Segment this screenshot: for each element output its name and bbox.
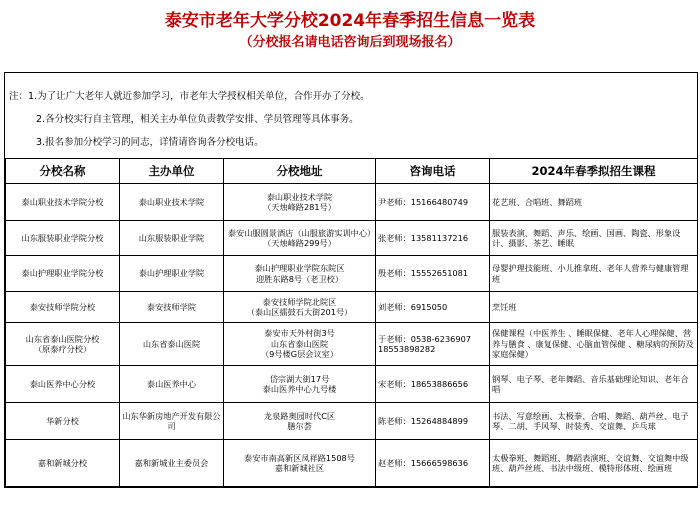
cell-host: 山东华新房地产开发有限公司	[120, 403, 224, 440]
note-2: 2.各分校实行自主管理，相关主办单位负责教学安排、学员管理等具体事务。	[36, 114, 359, 125]
cell-courses: 花艺班、合唱班、舞蹈班	[490, 184, 698, 221]
cell-phone: 张老师：13581137216	[376, 221, 490, 256]
cell-courses: 烹饪班	[490, 292, 698, 323]
table-header-row	[6, 159, 698, 184]
cell-branch-name: 山东省泰山医院分校 （原泰疗分校）	[6, 323, 120, 366]
note-1: 注：1.为了让广大老年人就近参加学习，市老年大学授权相关单位，合作开办了分校。	[9, 91, 370, 102]
table-row	[6, 366, 698, 403]
cell-address: 龙泉路奥园时代C区 膳尔荟	[224, 403, 376, 440]
note-3: 3.报名参加分校学习的同志，详情请咨询各分校电话。	[36, 137, 264, 148]
cell-phone: 于老师：0538-6236907 18553898282	[376, 323, 490, 366]
cell-host: 嘉和新城业主委员会	[120, 440, 224, 487]
cell-host: 泰山医养中心	[120, 366, 224, 403]
table-row	[6, 440, 698, 487]
cell-address: 泰山护理职业学院东院区 迎胜东路8号（老卫校）	[224, 256, 376, 292]
info-frame	[4, 72, 698, 488]
page-subtitle: （分校报名请电话咨询后到现场报名）	[239, 35, 461, 50]
cell-branch-name: 嘉和新城分校	[6, 440, 120, 487]
cell-branch-name: 华新分校	[6, 403, 120, 440]
cell-phone: 赵老师：15666598636	[376, 440, 490, 487]
header-phone: 咨询电话	[376, 159, 490, 184]
table-row	[6, 184, 698, 221]
cell-address: 泰安技师学院北院区 （泰山区擂鼓石大街201号）	[224, 292, 376, 323]
cell-phone: 殷老师：15552651081	[376, 256, 490, 292]
table-row	[6, 323, 698, 366]
header-host: 主办单位	[120, 159, 224, 184]
table-row	[6, 221, 698, 256]
cell-branch-name: 山东服装职业学院分校	[6, 221, 120, 256]
cell-address: 泰安山服圆景酒店（山服旅游实训中心）（天烛峰路299号）	[224, 221, 376, 256]
header-branch-name: 分校名称	[6, 159, 120, 184]
cell-host: 泰安技师学院	[120, 292, 224, 323]
cell-courses: 服装表演、舞蹈、声乐、绘画、国画、陶瓷、形象设计、摄影、茶艺、睡眠	[490, 221, 698, 256]
header-courses: 2024年春季拟招生课程	[490, 159, 698, 184]
enrollment-table	[5, 158, 698, 487]
cell-host: 山东省泰山医院	[120, 323, 224, 366]
cell-phone: 宋老师：18653886656	[376, 366, 490, 403]
cell-courses: 钢琴、电子琴、老年舞蹈、音乐基础理论知识、老年合唱	[490, 366, 698, 403]
cell-address: 泰安市南高新区凤祥路1508号 嘉和新城社区	[224, 440, 376, 487]
cell-courses: 书法、写意绘画、太极拳、合唱、舞蹈、葫芦丝、电子琴、二胡、手风琴、时装秀、交谊舞、乒乓球	[490, 403, 698, 440]
cell-host: 泰山职业技术学院	[120, 184, 224, 221]
cell-phone: 陈老师：15264884899	[376, 403, 490, 440]
table-row	[6, 403, 698, 440]
cell-courses: 母婴护理技能班、小儿推拿班、老年人营养与健康管理班	[490, 256, 698, 292]
cell-phone: 刘老师：6915050	[376, 292, 490, 323]
cell-address: 岱宗湖大街17号 泰山医养中心九号楼	[224, 366, 376, 403]
table-row	[6, 256, 698, 292]
cell-courses: 保健课程（中医养生 、睡眠保健、老年人心理保健、营养与膳食 、康复保健、心脑血管保健 、糖尿病的预防及家庭保健）	[490, 323, 698, 366]
cell-host: 泰山护理职业学院	[120, 256, 224, 292]
cell-host: 山东服装职业学院	[120, 221, 224, 256]
cell-branch-name: 泰山职业技术学院分校	[6, 184, 120, 221]
cell-branch-name: 泰山医养中心分校	[6, 366, 120, 403]
page-title: 泰安市老年大学分校2024年春季招生信息一览表	[164, 11, 536, 31]
cell-phone: 尹老师：15166480749	[376, 184, 490, 221]
header-address: 分校地址	[224, 159, 376, 184]
cell-address: 泰安市天外村街3号 山东省泰山医院 （9号楼G层会议室）	[224, 323, 376, 366]
cell-address: 泰山职业技术学院 （天烛峰路281号）	[224, 184, 376, 221]
cell-branch-name: 泰山护理职业学院分校	[6, 256, 120, 292]
cell-branch-name: 泰安技师学院分校	[6, 292, 120, 323]
notes-section	[5, 73, 697, 158]
cell-courses: 太极拳班、舞蹈班、舞蹈表演班、交谊舞、交谊舞中级班、葫芦丝班、书法中级班、模特形体班、绘画班	[490, 440, 698, 487]
table-row	[6, 292, 698, 323]
